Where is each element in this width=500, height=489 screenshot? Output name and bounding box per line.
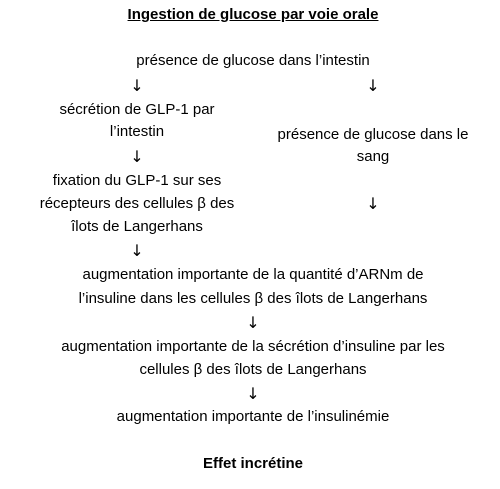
- node-insulinemie: augmentation importante de l’insulinémie: [116, 408, 390, 425]
- node-glucose-sang-line1: présence de glucose dans le: [277, 126, 469, 143]
- arrow-down-icon: ↓: [366, 76, 380, 95]
- node-glp1-secretion-line1: sécrétion de GLP-1 par: [59, 101, 215, 118]
- node-arnm-line1: augmentation importante de la quantité d’ARNm de: [82, 266, 424, 283]
- node-glp1-secretion-line2: l’intestin: [109, 123, 165, 140]
- node-glucose-sang-line2: sang: [356, 148, 390, 165]
- diagram-title: Ingestion de glucose par voie orale: [127, 6, 379, 23]
- node-glucose-intestin: présence de glucose dans l’intestin: [136, 52, 370, 69]
- arrow-down-icon: ↓: [246, 313, 260, 332]
- node-fixation-line3: îlots de Langerhans: [71, 218, 203, 235]
- arrow-down-icon: ↓: [130, 241, 144, 260]
- arrow-down-icon: ↓: [130, 147, 144, 166]
- arrow-down-icon: ↓: [366, 194, 380, 213]
- conclusion-label: Effet incrétine: [202, 455, 304, 472]
- node-secretion-line2: cellules β des îlots de Langerhans: [139, 361, 367, 378]
- node-arnm-line2: l’insuline dans les cellules β des îlots de Langerhans: [78, 290, 428, 307]
- node-fixation-line1: fixation du GLP-1 sur ses: [52, 172, 222, 189]
- node-fixation-line2: récepteurs des cellules β des: [39, 195, 235, 212]
- arrow-down-icon: ↓: [246, 384, 260, 403]
- node-secretion-line1: augmentation importante de la sécrétion d’insuline par les: [61, 338, 445, 355]
- arrow-down-icon: ↓: [130, 76, 144, 95]
